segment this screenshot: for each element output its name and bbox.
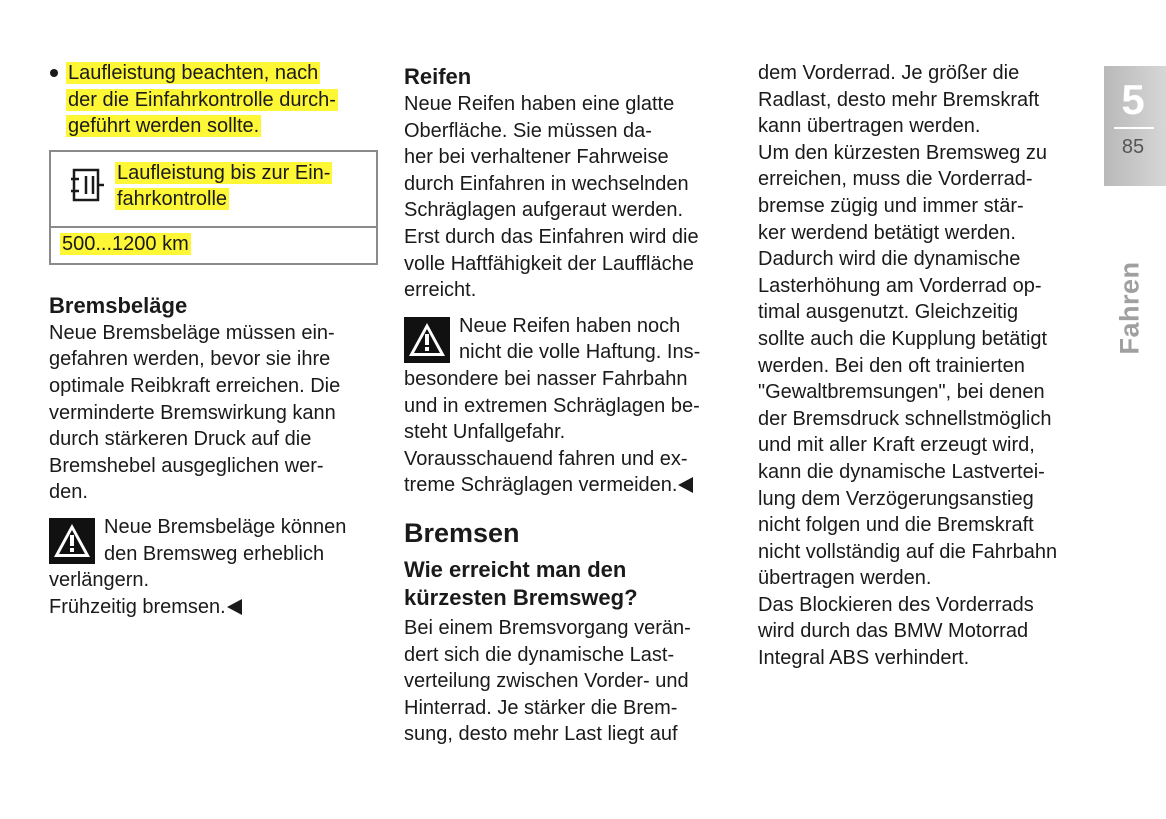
text-line: Vorausschauend fahren und ex-	[404, 447, 688, 470]
bullet-dot-icon	[50, 69, 58, 77]
warning-triangle-icon	[404, 317, 450, 371]
text-line: und in extremen Schräglagen be-	[404, 394, 700, 417]
text-line: durch Einfahren in wechselnden	[404, 172, 689, 195]
highlighted-text: der die Einfahrkontrolle durch-	[68, 88, 336, 111]
text-line: erreicht.	[404, 279, 477, 302]
text-line: sollte auch die Kupplung betätigt	[758, 327, 1048, 350]
end-of-section-triangle-icon	[678, 477, 693, 493]
text-line: treme Schräglagen vermeiden.	[404, 474, 678, 497]
chapter-number: 5	[1121, 76, 1145, 123]
heading-brake-pads: Bremsbeläge	[49, 292, 188, 318]
chapter-side-label: Fahren	[1114, 261, 1145, 355]
text-line: Dadurch wird die dynamische	[758, 248, 1021, 271]
heading-tyres: Reifen	[404, 64, 472, 89]
text-line: nicht folgen und die Bremskraft	[758, 514, 1034, 537]
paragraph-brake-pads	[49, 320, 379, 506]
text-line: Radlast, desto mehr Bremskraft	[758, 88, 1040, 111]
text-line: dert sich die dynamische Last-	[404, 643, 675, 666]
page-number: 85	[1121, 136, 1145, 158]
text-line: verteilung zwischen Vorder- und	[404, 670, 689, 693]
text-line: der Bremsdruck schnellstmöglich	[758, 407, 1052, 430]
highlighted-text: Laufleistung bis zur Ein-	[117, 161, 331, 184]
table-value-row	[51, 228, 376, 263]
text-line: und mit aller Kraft erzeugt wird,	[758, 434, 1035, 457]
text-line: Neue Reifen haben noch	[459, 314, 681, 337]
text-line: nicht die volle Haftung. Ins-	[459, 341, 701, 364]
text-line: optimale Reibkraft erreichen. Die	[49, 374, 341, 397]
text-line: dem Vorderrad. Je größer die	[758, 62, 1020, 84]
end-of-section-triangle-icon	[227, 599, 242, 615]
odometer-icon	[71, 166, 105, 211]
text-line: Frühzeitig bremsen.	[49, 595, 226, 618]
text-line: volle Haftfähigkeit der Lauffläche	[404, 252, 694, 275]
table-value: 500...1200 km	[62, 232, 189, 255]
text-line: Um den kürzesten Bremsweg zu	[758, 141, 1048, 164]
column-middle	[404, 60, 734, 748]
text-line: Bei einem Bremsvorgang verän-	[404, 616, 691, 639]
highlighted-text: fahrkontrolle	[117, 188, 228, 211]
text-line: bremse zügig und immer stär-	[758, 194, 1024, 217]
paragraph-braking	[404, 615, 734, 748]
text-line: "Gewaltbremsungen", bei denen	[758, 381, 1045, 404]
text-line: gefahren werden, bevor sie ihre	[49, 348, 331, 371]
text-line: erreichen, muss die Vorderrad-	[758, 168, 1033, 191]
text-line: kann übertragen werden.	[758, 115, 981, 138]
table-row	[51, 152, 376, 228]
text-line: Lasterhöhung am Vorderrad op-	[758, 274, 1042, 297]
text-line: verminderte Bremswirkung kann	[49, 401, 336, 424]
text-line: timal ausgenutzt. Gleichzeitig	[758, 301, 1019, 324]
text-line: nicht vollständig auf die Fahrbahn	[758, 540, 1058, 563]
text-line: steht Unfallgefahr.	[404, 421, 566, 444]
column-left	[49, 60, 379, 620]
text-line: besondere bei nasser Fahrbahn	[404, 367, 688, 390]
text-line: Neue Bremsbeläge müssen ein-	[49, 321, 335, 344]
text-line: Oberfläche. Sie müssen da-	[404, 119, 652, 142]
text-line: den.	[49, 481, 88, 504]
text-line: Bremshebel ausgeglichen wer-	[49, 454, 324, 477]
text-line: verlängern.	[49, 569, 150, 592]
text-line: kürzesten Bremsweg?	[404, 584, 638, 610]
section-title-brakes: Bremsen	[404, 517, 520, 548]
text-line: Schräglagen aufgeraut werden.	[404, 199, 684, 222]
run-in-table	[49, 150, 378, 265]
text-line: Erst durch das Einfahren wird die	[404, 225, 699, 248]
warning-triangle-icon	[49, 518, 95, 572]
text-line: ker werdend betätigt werden.	[758, 221, 1016, 244]
column-right	[758, 60, 1093, 672]
text-line: Integral ABS verhindert.	[758, 647, 970, 670]
text-line: werden. Bei den oft trainierten	[758, 354, 1025, 377]
text-line: wird durch das BMW Motorrad	[758, 620, 1029, 643]
text-line: lung dem Verzögerungsanstieg	[758, 487, 1034, 510]
text-line: den Bremsweg erheblich	[104, 542, 325, 565]
highlighted-text: Laufleistung beachten, nach	[68, 62, 319, 84]
paragraph-braking-continued	[758, 60, 1093, 672]
warning-brake-pads	[49, 514, 379, 620]
warning-tyres	[404, 313, 734, 499]
text-line: sung, desto mehr Last liegt auf	[404, 723, 678, 746]
chapter-tab	[1104, 66, 1166, 186]
table-label	[115, 160, 332, 213]
paragraph-tyres	[404, 91, 734, 304]
text-line: kann die dynamische Lastvertei-	[758, 460, 1045, 483]
text-line: Wie erreicht man den	[404, 556, 627, 582]
text-line: her bei verhaltener Fahrweise	[404, 146, 669, 169]
chapter-divider	[1114, 127, 1154, 129]
text-line: Hinterrad. Je stärker die Brem-	[404, 696, 678, 719]
bullet-item	[49, 60, 379, 140]
text-line: durch stärkeren Druck auf die	[49, 428, 312, 451]
text-line: Neue Bremsbeläge können	[104, 515, 347, 538]
text-line: Neue Reifen haben eine glatte	[404, 93, 675, 115]
text-line: Das Blockieren des Vorderrads	[758, 593, 1034, 616]
highlighted-text: geführt werden sollte.	[68, 115, 260, 138]
text-line: übertragen werden.	[758, 567, 932, 590]
subheading-shortest-braking-distance	[404, 556, 734, 612]
